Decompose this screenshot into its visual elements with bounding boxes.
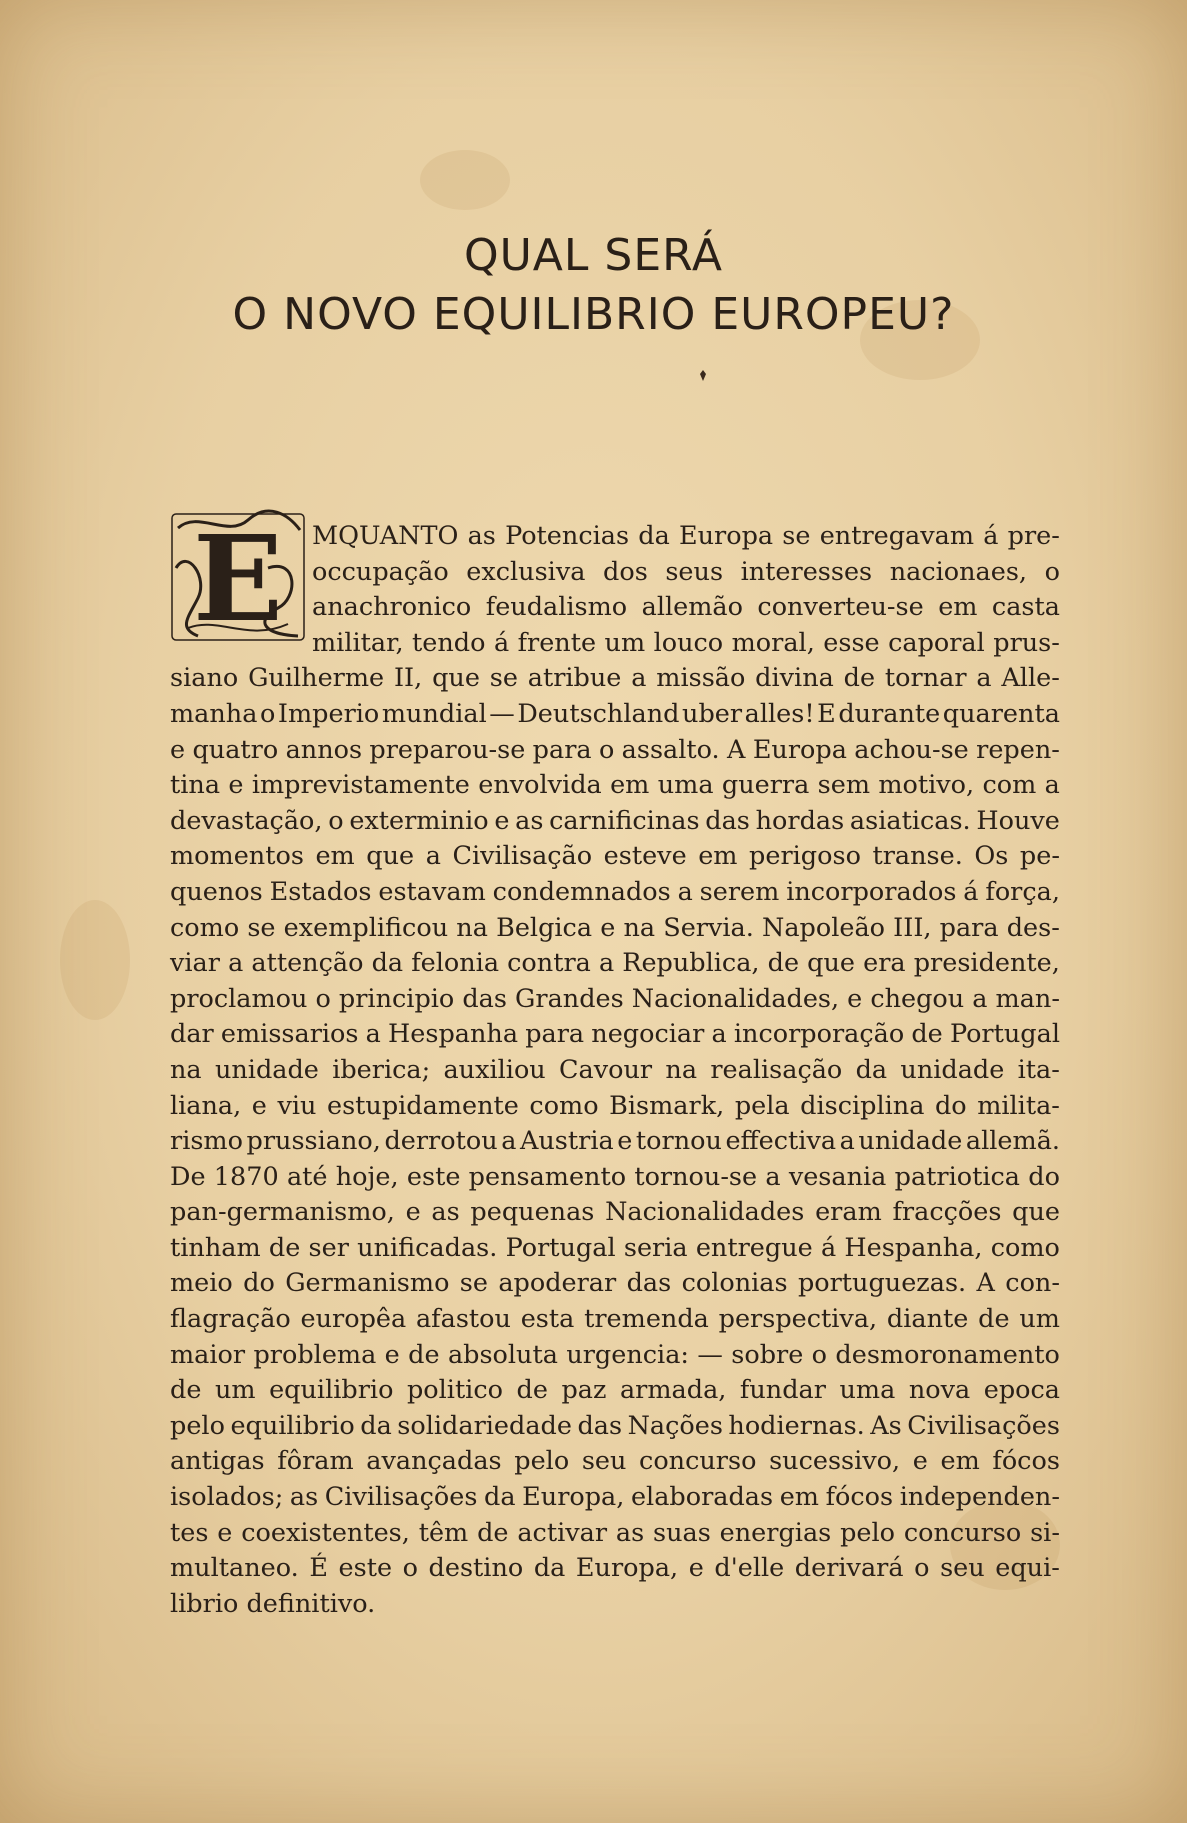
title-line-2: O NOVO EQUILIBRIO EUROPEU? <box>232 289 955 340</box>
text-line-10: momentos em que a Civilisação esteve em perigoso transe. Os pe- <box>170 841 1060 872</box>
body-text <box>170 519 1060 1622</box>
text-line-31: librio definitivo. <box>170 1588 376 1619</box>
drop-cap-letter: E <box>193 509 283 646</box>
text-line-27: antigas fôram avançadas pelo seu concurso sucessivo, e em fócos <box>170 1446 1060 1477</box>
text-line-3: anachronico feudalismo allemão converteu-se em casta <box>312 592 1060 623</box>
text-line-12: como se exemplificou na Belgica e na Servia. Napoleão III, para des- <box>170 912 1060 943</box>
text-line-24: maior problema e de absoluta urgencia: — sobre o desmoronamento <box>170 1339 1060 1370</box>
text-line-1: MQUANTO as Potencias da Europa se entregavam á pre- <box>312 521 1060 551</box>
text-line-5: siano Guilherme II, que se atribue a missão divina de tornar a Alle- <box>170 663 1060 694</box>
text-line-21: tinham de ser unificadas. Portugal seria entregue á Hespanha, como <box>170 1232 1060 1263</box>
ornament-mark <box>699 370 707 381</box>
text-line-18: rismo prussiano, derrotou a Austria e tornou effectiva a unidade allemã. <box>170 1126 1060 1157</box>
text-line-19: De 1870 até hoje, este pensamento tornou-se a vesania patriotica do <box>170 1161 1060 1192</box>
text-line-20: pan-germanismo, e as pequenas Nacionalidades eram fracções que <box>170 1197 1060 1228</box>
text-line-17: liana, e viu estupidamente como Bismark, pela disciplina do milita- <box>170 1090 1060 1121</box>
text-line-30: multaneo. É este o destino da Europa, e d'elle derivará o seu equi- <box>170 1553 1060 1584</box>
text-line-9: devastação, o exterminio e as carnificinas das hordas asiaticas. Houve <box>170 805 1060 836</box>
paper-stain <box>420 150 510 210</box>
text-line-8: tina e imprevistamente envolvida em uma guerra sem motivo, com a <box>170 770 1060 801</box>
paper-stain <box>60 900 130 1020</box>
text-line-6: manha o Imperio mundial — Deutschland uber alles! E durante quarenta <box>170 698 1060 729</box>
text-line-23: flagração europêa afastou esta tremenda perspectiva, diante de um <box>170 1304 1060 1335</box>
text-line-29: tes e coexistentes, têm de activar as suas energias pelo concurso si- <box>170 1517 1060 1548</box>
text-line-7: e quatro annos preparou-se para o assalto. A Europa achou-se repen- <box>170 734 1060 765</box>
text-line-14: proclamou o principio das Grandes Nacionalidades, e chegou a man- <box>170 983 1060 1014</box>
text-line-26: pelo equilibrio da solidariedade das Nações hodiernas. As Civilisações <box>170 1410 1060 1441</box>
text-line-2: occupação exclusiva dos seus interesses nacionaes, o <box>312 556 1060 587</box>
title-line-1: QUAL SERÁ <box>463 230 724 281</box>
text-line-16: na unidade iberica; auxiliou Cavour na realisação da unidade ita- <box>170 1054 1060 1085</box>
text-line-11: quenos Estados estavam condemnados a serem incorporados á força, <box>170 876 1060 907</box>
text-line-13: viar a attenção da felonia contra a Republica, de que era presidente, <box>170 948 1060 979</box>
text-line-25: de um equilibrio politico de paz armada, fundar uma nova epoca <box>170 1375 1060 1406</box>
text-line-4: militar, tendo á frente um louco moral, esse caporal prus- <box>312 627 1060 658</box>
text-line-22: meio do Germanismo se apoderar das colonias portuguezas. A con- <box>170 1268 1060 1299</box>
text-line-15: dar emissarios a Hespanha para negociar a incorporação de Portugal <box>170 1019 1060 1050</box>
text-line-28: isolados; as Civilisações da Europa, elaboradas em fócos independen- <box>170 1482 1060 1513</box>
